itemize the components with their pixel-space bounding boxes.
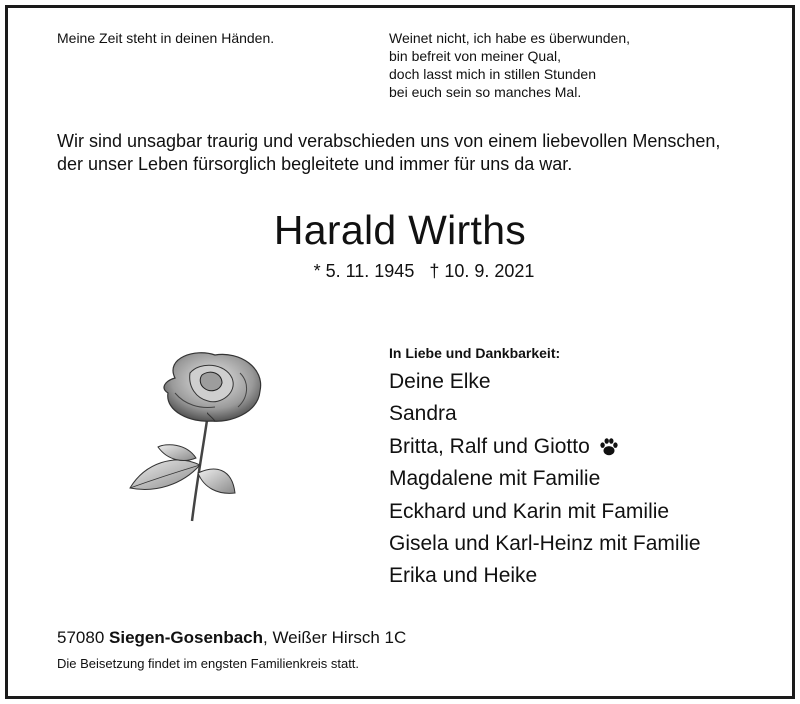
life-dates: * 5. 11. 1945 † 10. 9. 2021	[313, 261, 535, 281]
mourner-name: Gisela und Karl-Heinz mit Familie	[389, 532, 701, 556]
list-item	[389, 528, 701, 560]
list-item	[389, 398, 701, 430]
mourner-name: Britta, Ralf und Giotto	[389, 434, 590, 458]
mourner-name: Magdalene mit Familie	[389, 467, 601, 491]
list-item	[389, 463, 701, 495]
intro-line: der unser Leben fürsorglich begleitete und immer für uns da war.	[57, 154, 573, 174]
mourner-name: Sandra	[389, 402, 457, 426]
mourner-name: Deine Elke	[389, 370, 491, 393]
burial-note: Die Beisetzung findet im engsten Familienkreis statt.	[57, 656, 360, 671]
list-item	[389, 431, 701, 463]
street: , Weißer Hirsch 1C	[263, 628, 407, 647]
deceased-name: Harald Wirths	[273, 207, 527, 253]
paw-icon	[598, 436, 620, 458]
rose-icon	[120, 343, 280, 528]
intro-text	[57, 130, 757, 176]
postcode: 57080	[57, 628, 105, 647]
poem-line: doch lasst mich in stillen Stunden	[389, 66, 596, 82]
list-item	[389, 560, 701, 592]
address	[57, 627, 406, 649]
poem-line: Weinet nicht, ich habe es überwunden,	[389, 30, 631, 46]
intro-line: Wir sind unsagbar traurig und verabschieden uns von einem liebevollen Menschen,	[57, 131, 721, 151]
city: Siegen-Gosenbach	[109, 628, 263, 647]
mourner-name: Eckhard und Karin mit Familie	[389, 499, 670, 523]
poem	[389, 29, 630, 101]
poem-line: bei euch sein so manches Mal.	[389, 84, 582, 100]
list-item	[389, 496, 701, 528]
motto: Meine Zeit steht in deinen Händen.	[57, 30, 275, 46]
mourners-list	[389, 366, 701, 593]
list-item	[389, 366, 701, 398]
poem-line: bin befreit von meiner Qual,	[389, 48, 561, 64]
thanks-heading: In Liebe und Dankbarkeit:	[389, 345, 561, 361]
mourner-name: Erika und Heike	[389, 564, 538, 588]
